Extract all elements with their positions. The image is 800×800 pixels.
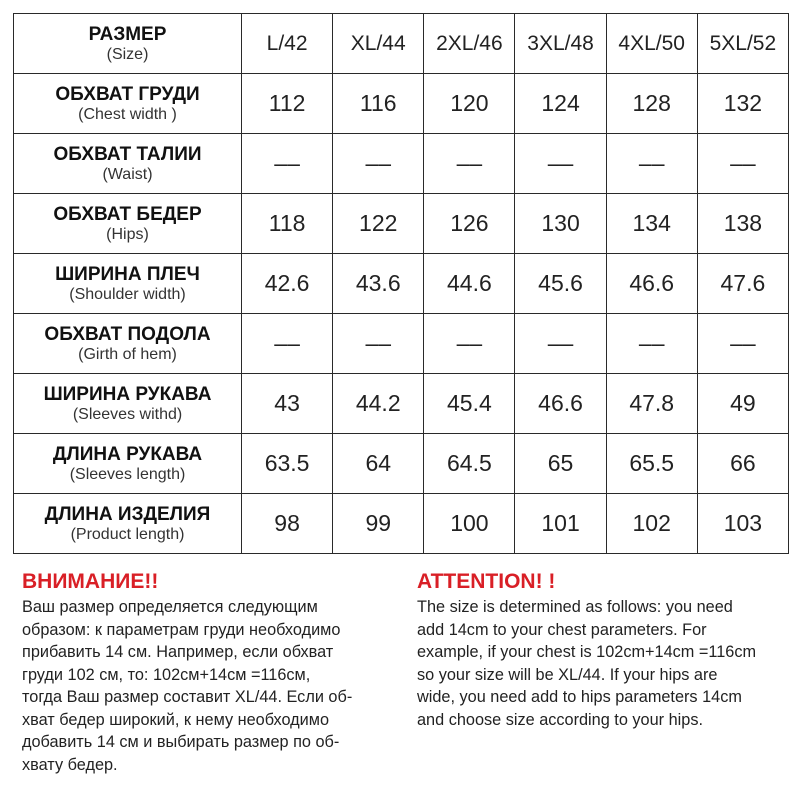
measurement-value: ‒‒ — [456, 330, 483, 356]
value-cell — [333, 254, 424, 314]
size-cell — [515, 14, 606, 74]
size-cell — [242, 14, 333, 74]
size-cell — [424, 14, 515, 74]
size-label: L/42 — [266, 31, 308, 55]
value-cell — [333, 494, 424, 554]
measurement-label-ru: ОБХВАТ ТАЛИИ — [53, 143, 202, 165]
measurement-value: 124 — [541, 90, 580, 116]
measurement-label-en: (Sleeves withd) — [72, 405, 183, 423]
measurement-label-cell — [14, 134, 242, 194]
value-cell — [606, 134, 697, 194]
measurement-value: ‒‒ — [638, 150, 665, 176]
size-label: 3XL/48 — [527, 31, 594, 55]
size-label: 4XL/50 — [618, 31, 685, 55]
measurement-value: 46.6 — [538, 390, 583, 416]
measurement-value: ‒‒ — [456, 150, 483, 176]
size-label: 2XL/46 — [436, 31, 503, 55]
measurement-value: 64 — [365, 450, 392, 476]
value-cell — [697, 74, 788, 134]
measurement-row — [14, 494, 789, 554]
measurement-value: 47.8 — [629, 390, 675, 416]
measurement-row — [14, 434, 789, 494]
value-cell — [606, 74, 697, 134]
measurement-value: 44.2 — [355, 390, 401, 416]
measurement-value: 65.5 — [629, 450, 675, 476]
measurement-row — [14, 314, 789, 374]
measurement-row — [14, 74, 789, 134]
measurement-value: 99 — [365, 510, 392, 536]
value-cell — [424, 494, 515, 554]
header-row — [14, 14, 789, 74]
value-cell — [697, 314, 788, 374]
header-label-en: (Size) — [106, 45, 149, 63]
value-cell — [697, 434, 788, 494]
value-cell — [697, 254, 788, 314]
size-chart-body — [14, 14, 789, 554]
value-cell — [697, 494, 788, 554]
header-label-cell — [14, 14, 242, 74]
value-cell — [697, 374, 788, 434]
measurement-value: 43.6 — [355, 270, 401, 296]
measurement-label-cell — [14, 434, 242, 494]
value-cell — [697, 194, 788, 254]
measurement-row — [14, 194, 789, 254]
value-cell — [515, 134, 606, 194]
value-cell — [606, 374, 697, 434]
measurement-value: 118 — [268, 210, 306, 236]
measurement-value: 130 — [541, 210, 580, 236]
measurement-row — [14, 134, 789, 194]
measurement-label-ru: ОБХВАТ БЕДЕР — [53, 203, 202, 225]
value-cell — [515, 314, 606, 374]
value-cell — [242, 494, 333, 554]
size-chart-table — [13, 13, 789, 554]
measurement-value: 116 — [359, 90, 397, 116]
measurement-value: ‒‒ — [730, 150, 756, 176]
attention-title-ru: ВНИМАНИЕ!! — [22, 570, 159, 593]
measurement-value: 43 — [274, 390, 300, 416]
value-cell — [606, 194, 697, 254]
measurement-value: ‒‒ — [365, 150, 392, 176]
value-cell — [424, 314, 515, 374]
value-cell — [333, 134, 424, 194]
measurement-value: ‒‒ — [638, 330, 665, 356]
value-cell — [424, 74, 515, 134]
value-cell — [242, 314, 333, 374]
value-cell — [697, 134, 788, 194]
measurement-label-en: (Girth of hem) — [78, 345, 177, 363]
measurement-value: 102 — [632, 510, 671, 536]
value-cell — [515, 254, 606, 314]
measurement-label-ru: ШИРИНА РУКАВА — [43, 383, 212, 405]
measurement-value: 120 — [450, 90, 489, 116]
value-cell — [242, 74, 333, 134]
measurement-value: ‒‒ — [547, 150, 574, 176]
value-cell — [242, 434, 333, 494]
measurement-value: 63.5 — [264, 450, 310, 476]
measurement-value: 98 — [274, 510, 300, 536]
value-cell — [424, 434, 515, 494]
measurement-value: 65 — [547, 450, 574, 476]
attention-text-en: The size is determined as follows: you need add 14cm to your chest parameters. For example, if your chest is 102cm+14cm =116cm so your size will be XL/44. If your hips are wide, you need add to hips parameters 14cm and choose size according to your hips. — [417, 598, 757, 729]
size-cell — [606, 14, 697, 74]
measurement-label-ru: ДЛИНА ИЗДЕЛИЯ — [44, 503, 211, 525]
measurement-value: 49 — [730, 390, 756, 416]
measurement-value: 122 — [359, 210, 398, 236]
measurement-label-en: (Sleeves length) — [69, 465, 186, 483]
measurement-value: 42.6 — [264, 270, 310, 296]
value-cell — [515, 494, 606, 554]
attention-text-ru: Ваш размер определяется следующим образом: к параметрам груди необходимо прибавить 14 см. Например, если обхват груди 102 см, то: 102см+14см =116см, тогда Ваш размер составит XL/44. Если об- хват бедер широкий, к нему необходимо добавить 14 см и выбирать размер по об- хвату бедер. — [22, 598, 353, 774]
measurement-label-cell — [14, 74, 242, 134]
measurement-label-en: (Shoulder width) — [69, 285, 186, 303]
attention-title-en: ATTENTION! ! — [417, 570, 556, 593]
measurement-label-ru: ОБХВАТ ГРУДИ — [55, 83, 200, 105]
value-cell — [242, 254, 333, 314]
attention-note-en — [417, 568, 800, 731]
measurement-label-cell — [14, 494, 242, 554]
value-cell — [242, 194, 333, 254]
value-cell — [424, 194, 515, 254]
measurement-label-en: (Hips) — [106, 225, 149, 243]
value-cell — [515, 194, 606, 254]
value-cell — [424, 254, 515, 314]
header-label-ru: РАЗМЕР — [88, 23, 167, 45]
value-cell — [424, 374, 515, 434]
measurement-value: 103 — [723, 510, 763, 536]
measurement-label-cell — [14, 314, 242, 374]
value-cell — [515, 74, 606, 134]
measurement-label-ru: ОБХВАТ ПОДОЛА — [44, 323, 211, 345]
measurement-label-en: (Waist) — [102, 165, 153, 183]
measurement-value: 66 — [730, 450, 756, 476]
value-cell — [333, 194, 424, 254]
measurement-value: ‒‒ — [547, 330, 574, 356]
value-cell — [333, 374, 424, 434]
value-cell — [515, 434, 606, 494]
measurement-label-en: (Chest width ) — [78, 105, 177, 123]
measurement-value: ‒‒ — [274, 330, 300, 356]
measurement-value: 138 — [723, 210, 763, 236]
measurement-value: 126 — [450, 210, 489, 236]
measurement-value: 132 — [723, 90, 763, 116]
value-cell — [333, 74, 424, 134]
value-cell — [606, 314, 697, 374]
measurement-value: 45.4 — [447, 390, 492, 416]
measurement-label-en: (Product length) — [70, 525, 185, 543]
value-cell — [606, 434, 697, 494]
measurement-row — [14, 374, 789, 434]
measurement-label-cell — [14, 374, 242, 434]
measurement-label-ru: ДЛИНА РУКАВА — [52, 443, 203, 465]
value-cell — [242, 374, 333, 434]
measurement-value: ‒‒ — [730, 330, 756, 356]
measurement-value: 134 — [632, 210, 671, 236]
measurement-label-cell — [14, 194, 242, 254]
value-cell — [333, 434, 424, 494]
measurement-value: 47.6 — [720, 270, 766, 296]
value-cell — [242, 134, 333, 194]
size-cell — [697, 14, 788, 74]
measurement-label-ru: ШИРИНА ПЛЕЧ — [55, 263, 200, 285]
measurement-value: 100 — [450, 510, 489, 536]
measurement-value: ‒‒ — [274, 150, 300, 176]
measurement-label-cell — [14, 254, 242, 314]
value-cell — [606, 254, 697, 314]
size-cell — [333, 14, 424, 74]
attention-note-ru — [22, 568, 407, 776]
measurement-value: 46.6 — [629, 270, 675, 296]
measurement-value: 44.6 — [447, 270, 492, 296]
measurement-value: 45.6 — [538, 270, 583, 296]
measurement-value: ‒‒ — [365, 330, 392, 356]
measurement-value: 112 — [268, 90, 306, 116]
measurement-value: 128 — [632, 90, 671, 116]
value-cell — [424, 134, 515, 194]
measurement-value: 64.5 — [447, 450, 492, 476]
size-label: 5XL/52 — [709, 31, 777, 55]
value-cell — [333, 314, 424, 374]
size-label: XL/44 — [350, 31, 406, 55]
value-cell — [515, 374, 606, 434]
measurement-row — [14, 254, 789, 314]
value-cell — [606, 494, 697, 554]
measurement-value: 101 — [541, 510, 580, 536]
